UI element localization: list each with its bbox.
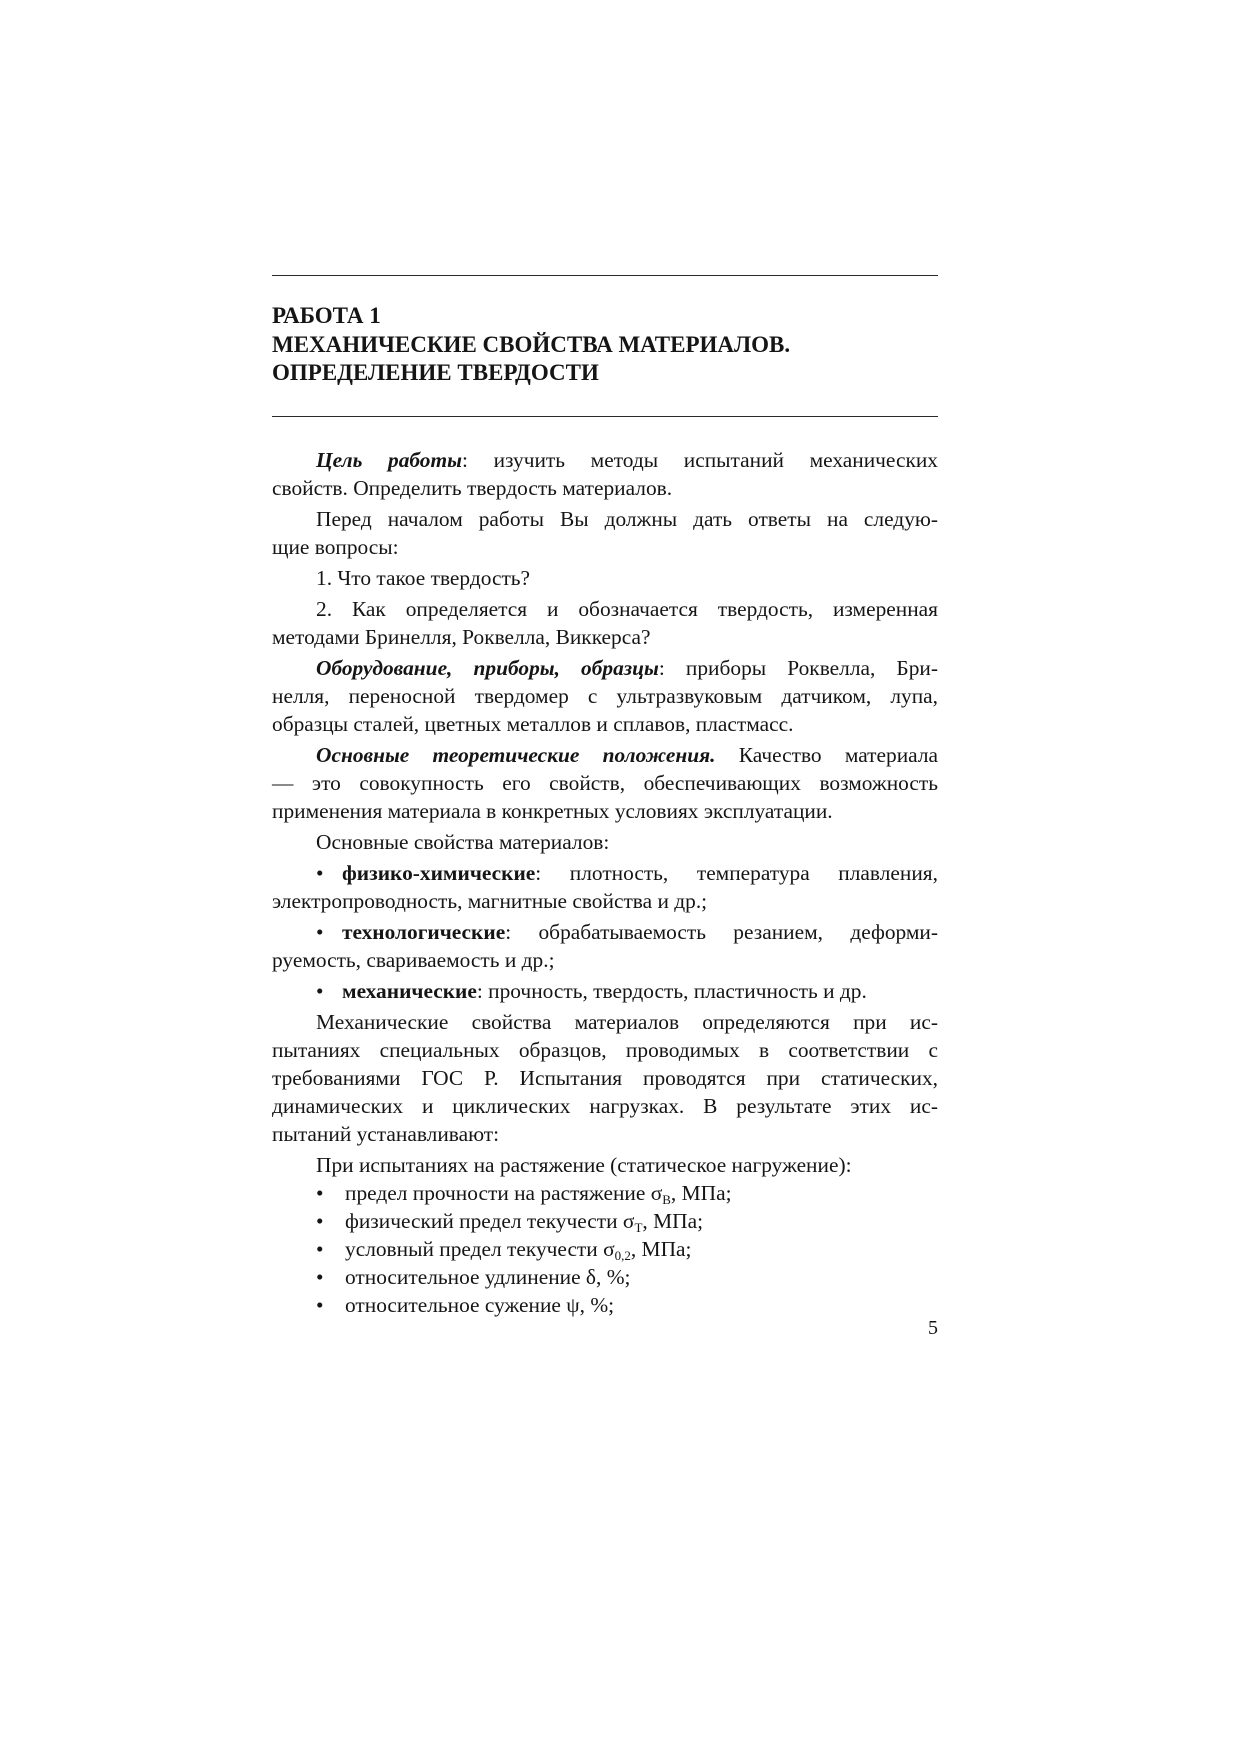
bullet-icon: •	[316, 979, 324, 1003]
mechanical-line-2: пытаниях специальных образцов, проводимых в соответствии с	[272, 1038, 938, 1062]
work-title-line-2: ОПРЕДЕЛЕНИЕ ТВЕРДОСТИ	[272, 360, 599, 385]
mechanical-line-1: Механические свойства материалов определяются при ис-	[316, 1010, 938, 1034]
property-item: • технологические: обрабатываемость резанием, деформи-	[316, 920, 938, 944]
bullet-icon: •	[316, 1181, 324, 1205]
work-heading	[272, 302, 938, 388]
property-term: физико-химические	[342, 861, 536, 885]
bullet-icon: •	[316, 1237, 324, 1261]
theory-line-3: применения материала в конкретных условиях эксплуатации.	[272, 799, 833, 823]
goal-line-1: Цель работы: изучить методы испытаний механических	[316, 448, 938, 472]
theory-label: Основные теоретические положения.	[316, 743, 716, 767]
mechanical-line-5: пытаний устанавливают:	[272, 1122, 500, 1146]
equipment-line-1: Оборудование, приборы, образцы: приборы Роквелла, Бри-	[316, 656, 938, 680]
mechanical-line-3: требованиями ГОС Р. Испытания проводятся при статических,	[272, 1066, 938, 1090]
intro-line-1: Перед началом работы Вы должны дать ответы на следую-	[316, 507, 938, 531]
tensile-item: • условный предел текучести $\sigma_{0,2}$, МПа;	[316, 1237, 692, 1263]
intro-line-2: щие вопросы:	[272, 535, 399, 559]
bullet-icon: •	[316, 1293, 324, 1317]
tensile-item: • предел прочности на растяжение $\sigma_В$, МПа;	[316, 1181, 732, 1207]
top-divider	[272, 275, 938, 276]
work-number: РАБОТА 1	[272, 303, 381, 328]
theory-line-1: Основные теоретические положения. Качество материала	[316, 743, 938, 767]
property-item: • механические: прочность, твердость, пластичность и др.	[316, 979, 867, 1003]
bullet-icon: •	[316, 861, 324, 885]
goal-label: Цель работы	[316, 448, 462, 472]
theory-line-2: — это совокупность его свойств, обеспечивающих возможность	[272, 771, 938, 795]
tensile-item: • физический предел текучести $\sigma_Т$, МПа;	[316, 1209, 704, 1235]
question-2-line-2: методами Бринелля, Роквелла, Виккерса?	[272, 625, 651, 649]
property-item-cont: руемость, свариваемость и др.;	[272, 948, 555, 972]
bullet-icon: •	[316, 920, 324, 944]
question-2-line-1: 2. Как определяется и обозначается твердость, измеренная	[316, 597, 938, 621]
property-item-cont: электропроводность, магнитные свойства и др.;	[272, 889, 708, 913]
equipment-label: Оборудование, приборы, образцы	[316, 656, 659, 680]
bullet-icon: •	[316, 1265, 324, 1289]
equipment-line-3: образцы сталей, цветных металлов и сплавов, пластмасс.	[272, 712, 794, 736]
property-term: технологические	[342, 920, 506, 944]
tensile-intro: При испытаниях на растяжение (статическое нагружение):	[316, 1153, 852, 1177]
bullet-icon: •	[316, 1209, 324, 1233]
equipment-line-2: нелля, переносной твердомер с ультразвуковым датчиком, лупа,	[272, 684, 938, 708]
property-term: механические	[342, 979, 477, 1003]
property-item: • физико-химические: плотность, температура плавления,	[316, 861, 938, 885]
properties-intro: Основные свойства материалов:	[316, 830, 610, 854]
body-text	[272, 446, 938, 1319]
bottom-divider	[272, 416, 938, 417]
tensile-item: • относительное сужение ψ, %;	[316, 1293, 615, 1317]
goal-line-2: свойств. Определить твердость материалов.	[272, 476, 673, 500]
page-number: 5	[928, 1317, 938, 1339]
tensile-item: • относительное удлинение δ, %;	[316, 1265, 631, 1289]
mechanical-line-4: динамических и циклических нагрузках. В результате этих ис-	[272, 1094, 938, 1118]
question-1: 1. Что такое твердость?	[316, 566, 531, 590]
work-title-line-1: МЕХАНИЧЕСКИЕ СВОЙСТВА МАТЕРИАЛОВ.	[272, 331, 791, 357]
